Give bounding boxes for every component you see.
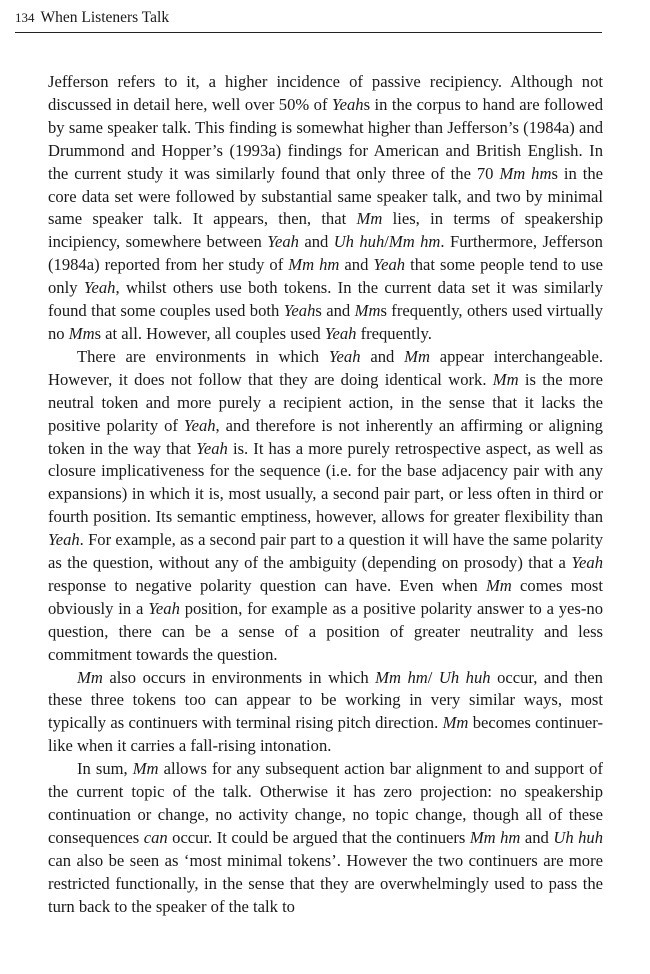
- text-run: and: [339, 255, 374, 275]
- text-run: becomes continuer-like when it carries a fall-rising intonation.: [48, 713, 603, 756]
- text-run: s frequently, others used virtually no: [48, 301, 603, 343]
- running-header: [15, 8, 602, 33]
- italic-term: Mm: [404, 346, 430, 366]
- paragraph: [48, 346, 603, 667]
- text-run: that some people tend to use only: [48, 255, 603, 298]
- italic-term: Mm hm: [499, 163, 552, 183]
- paragraph: [48, 667, 603, 759]
- text-run: is. It has a more purely retrospective aspect, as well as closure implicativeness for the sequence (i.e. for the base adjacency pair with any expansions) in which it is, most usually, a second pair part, or less often in third or fourth position. Its semantic emptiness, however, allows for greater flexibility than: [48, 438, 603, 527]
- italic-term: Yeah: [183, 415, 216, 435]
- text-run: allows for any subsequent action bar alignment to and support of the current topic of the talk. Otherwise it has zero projection: no speakership continuation or change, no activity change, no topic change, though all of these consequences: [48, 759, 603, 847]
- text-run: Jefferson refers to it, a higher incidence of passive recipiency. Although not discussed in detail here, well over 50% of: [48, 72, 603, 114]
- italic-term: Yeah: [83, 278, 116, 298]
- italic-term: Mm: [485, 575, 512, 595]
- text-run: is the more neutral token and more purely a recipient action, in the sense that it lacks the positive polarity of: [48, 369, 603, 435]
- page-number: 134: [15, 10, 35, 25]
- text-run: and: [520, 827, 554, 847]
- italic-term: Yeah: [331, 94, 364, 114]
- text-run: appear interchangeable. However, it does not follow that they are doing identical work.: [48, 346, 603, 389]
- italic-term: Mm: [132, 759, 159, 779]
- italic-term: Mm: [442, 713, 469, 733]
- text-run: occur, and then these three tokens too can appear to be working in very similar ways, most typically as continuers with terminal rising pitch direction.: [48, 667, 603, 733]
- text-run: position, for example as a positive polarity answer to a yes-no question, there can be a sense of a position of greater neutrality and less commitment towards the question.: [48, 598, 603, 664]
- italic-term: Mm hm: [375, 667, 428, 687]
- text-run: comes most obviously in a: [48, 575, 603, 618]
- text-run: , and therefore is not inherently an affirming or aligning token in the way that: [48, 415, 603, 458]
- italic-term: Yeah: [267, 232, 299, 252]
- italic-term: Mm hm: [388, 232, 441, 252]
- italic-term: Uh huh: [438, 667, 491, 687]
- running-title: When Listeners Talk: [40, 9, 170, 26]
- text-run: s and: [315, 301, 355, 321]
- text-run: /: [427, 667, 439, 687]
- text-run: . For example, as a second pair part to a question it will have the same polarity as the question, without any of the ambiguity (depending on prosody) that a: [48, 530, 603, 573]
- text-run: lies, in terms of speakership incipiency, somewhere between: [48, 209, 603, 252]
- italic-term: Mm: [354, 301, 381, 321]
- paragraph: [48, 71, 603, 346]
- italic-term: Mm hm: [469, 827, 521, 847]
- text-run: and: [298, 232, 334, 252]
- italic-term: Mm: [77, 667, 103, 687]
- italic-term: Yeah: [324, 323, 357, 343]
- text-run: There are environments in which: [77, 346, 329, 366]
- italic-term: Yeah: [196, 438, 228, 458]
- text-run: also occurs in environments in which: [102, 667, 376, 687]
- text-run: s at all. However, all couples used: [94, 323, 325, 343]
- body-text: [48, 71, 603, 919]
- text-run: /: [384, 232, 389, 252]
- italic-term: Yeah: [373, 255, 406, 275]
- text-run: response to negative polarity question can have. Even when: [48, 575, 486, 595]
- text-run: . Furthermore, Jefferson (1984a) reported from her study of: [48, 232, 603, 275]
- italic-term: Mm: [68, 323, 95, 343]
- text-run: s in the core data set were followed by substantial same speaker talk, and two by minimal same speaker talk. It appears, then, that: [48, 163, 603, 229]
- italic-term: Yeah: [571, 553, 603, 573]
- text-run: In sum,: [77, 759, 133, 779]
- text-run: can also be seen as ‘most minimal tokens’. However the two continuers are more restricted functionally, in the sense that they are overwhelmingly used to pass the turn back to the speaker of the talk to: [48, 850, 603, 916]
- italic-term: Yeah: [48, 530, 80, 550]
- text-run: , whilst others use both tokens. In the current data set it was similarly found that some couples used both: [48, 278, 603, 321]
- text-run: occur. It could be argued that the continuers: [167, 827, 470, 847]
- italic-term: Mm: [492, 369, 519, 389]
- italic-term: Yeah: [328, 346, 361, 366]
- italic-term: Mm hm: [288, 255, 340, 275]
- italic-term: Uh huh: [553, 827, 603, 847]
- italic-term: Mm: [356, 209, 383, 229]
- paragraph: [48, 758, 603, 918]
- text-run: s in the corpus to hand are followed by same speaker talk. This finding is somewhat higher than Jefferson’s (1984a) and Drummond and Hopper’s (1993a) findings for American and British English. In the current study it was similarly found that only three of the 70: [48, 94, 603, 183]
- text-run: and: [360, 346, 405, 366]
- italic-term: can: [143, 827, 168, 847]
- italic-term: Yeah: [148, 598, 180, 618]
- text-run: frequently.: [356, 323, 432, 343]
- italic-term: Yeah: [283, 301, 316, 321]
- italic-term: Uh huh: [333, 232, 385, 252]
